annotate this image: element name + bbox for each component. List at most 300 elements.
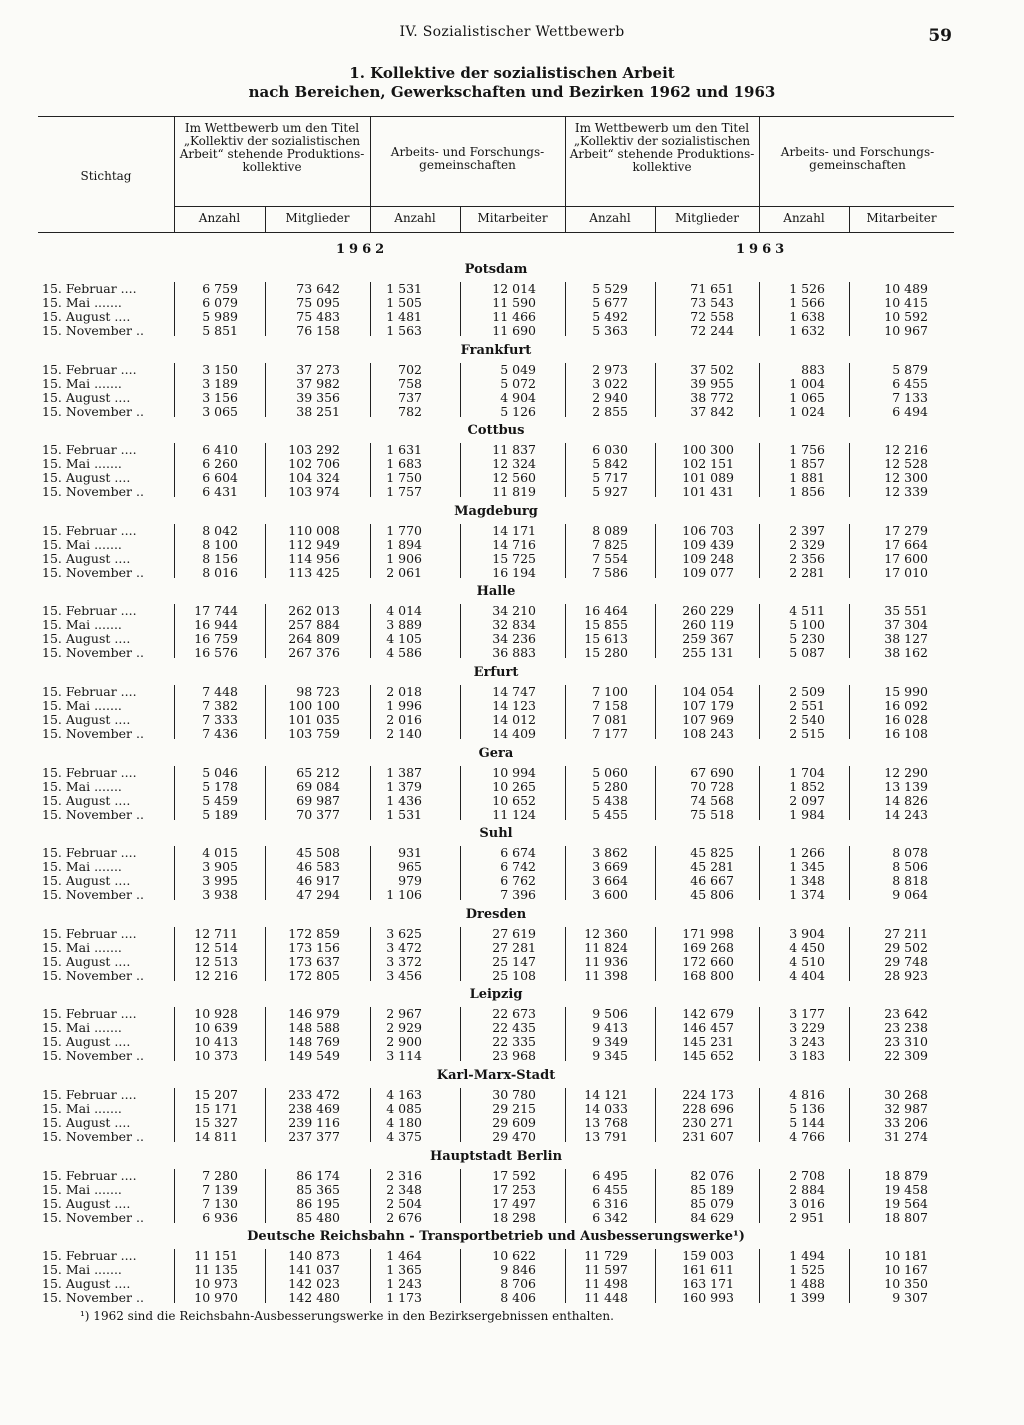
table-cell: 1 531 (386, 806, 422, 822)
table-cell: 145 652 (682, 1048, 734, 1064)
table-cell: 11 729 (584, 1248, 628, 1264)
table-cell: 102 151 (682, 456, 734, 472)
table-cell: 72 244 (690, 323, 734, 338)
table-cell: 3 177 (789, 1006, 825, 1022)
row-label: 15. November .. (42, 1209, 144, 1225)
table-cell: 2 397 (789, 522, 825, 538)
table-cell: 260 119 (682, 617, 734, 633)
table-cell: 14 826 (884, 792, 928, 808)
table-cell: 264 809 (288, 631, 340, 647)
table-cell: 1 004 (789, 375, 825, 391)
table-cell: 7 448 (202, 684, 238, 699)
table-cell: 5 717 (592, 470, 628, 486)
group-header-1963-research: Arbeits- und Forschungs-gemeinschaften (780, 145, 935, 172)
table-cell: 12 290 (884, 764, 928, 780)
table-cell: 11 135 (194, 1262, 238, 1278)
table-cell: 2 356 (789, 550, 825, 566)
table-cell: 14 033 (584, 1101, 628, 1116)
table-cell: 231 607 (682, 1129, 734, 1144)
table-cell: 2 708 (789, 1167, 825, 1183)
table-row (38, 794, 954, 808)
table-cell: 1 379 (386, 778, 422, 794)
table-title (0, 64, 1024, 102)
table-cell: 5 529 (592, 281, 628, 296)
table-row (38, 552, 954, 566)
table-cell: 1 894 (386, 536, 422, 552)
table-cell: 23 968 (492, 1048, 536, 1064)
table-cell: 2 951 (789, 1209, 825, 1225)
table-cell: 112 949 (288, 536, 340, 552)
table-cell: 11 690 (492, 323, 536, 338)
table-cell: 11 448 (584, 1290, 628, 1306)
table-cell: 38 162 (884, 645, 928, 661)
table-cell: 32 987 (884, 1101, 928, 1116)
table-cell: 101 035 (288, 712, 340, 727)
table-cell: 27 619 (492, 925, 536, 941)
table-cell: 12 360 (584, 925, 628, 941)
table-cell: 758 (398, 375, 422, 391)
table-cell: 8 156 (202, 550, 238, 566)
table-cell: 85 079 (690, 1195, 734, 1211)
table-row (38, 1021, 954, 1035)
table-row (38, 713, 954, 727)
table-cell: 10 415 (884, 295, 928, 310)
table-cell: 224 173 (682, 1087, 734, 1102)
table-cell: 2 018 (386, 684, 422, 699)
table-cell: 146 979 (288, 1006, 340, 1022)
table-row (38, 685, 954, 699)
table-cell: 5 677 (592, 295, 628, 310)
table-cell: 4 511 (789, 603, 825, 619)
table-cell: 2 940 (592, 389, 628, 405)
table-cell: 3 862 (592, 845, 628, 861)
group-header-1963-productions: Im Wettbewerb um den Titel „Kollektiv der sozialistischen Arbeit“ stehende Produktions-kollektive (569, 121, 755, 174)
table-cell: 31 274 (884, 1129, 928, 1144)
table-cell: 38 251 (296, 403, 340, 419)
year-label-1962: 1962 (336, 242, 389, 257)
table-cell: 6 674 (500, 845, 536, 861)
table-cell: 1 525 (789, 1262, 825, 1278)
table-cell: 4 014 (386, 603, 422, 619)
table-cell: 2 540 (789, 712, 825, 727)
table-cell: 1 770 (386, 522, 422, 538)
table-cell: 172 859 (288, 925, 340, 941)
table-cell: 1 563 (386, 323, 422, 338)
table-cell: 19 564 (884, 1195, 928, 1211)
row-label: 15. Mai ....... (42, 295, 122, 310)
row-label: 15. Mai ....... (42, 617, 122, 633)
row-label: 15. August .... (42, 792, 131, 808)
row-label: 15. Februar .... (42, 603, 137, 619)
table-cell: 19 458 (884, 1181, 928, 1197)
table-cell: 1 374 (789, 887, 825, 903)
table-cell: 14 171 (492, 522, 536, 538)
table-cell: 16 194 (492, 564, 536, 580)
row-label: 15. November .. (42, 887, 144, 903)
table-cell: 1 881 (789, 470, 825, 486)
table-cell: 10 970 (194, 1290, 238, 1306)
table-cell: 7 280 (202, 1167, 238, 1183)
table-cell: 37 273 (296, 361, 340, 377)
table-row (38, 1007, 954, 1021)
table-cell: 15 613 (584, 631, 628, 647)
table-row (38, 604, 954, 618)
table-cell: 12 711 (194, 925, 238, 941)
table-cell: 2 504 (386, 1195, 422, 1211)
table-cell: 75 483 (296, 309, 340, 324)
table-cell: 140 873 (288, 1248, 340, 1264)
table-cell: 2 281 (789, 564, 825, 580)
row-label: 15. Februar .... (42, 1167, 137, 1183)
table-row (38, 324, 954, 338)
table-cell: 4 180 (386, 1115, 422, 1130)
table-cell: 3 889 (386, 617, 422, 633)
row-label: 15. Februar .... (42, 281, 137, 296)
row-label: 15. November .. (42, 403, 144, 419)
table-cell: 30 780 (492, 1087, 536, 1102)
table-cell: 18 807 (884, 1209, 928, 1225)
table-cell: 1 638 (789, 309, 825, 324)
table-cell: 46 917 (296, 873, 340, 889)
table-cell: 3 625 (386, 925, 422, 941)
table-cell: 1 243 (386, 1276, 422, 1292)
table-cell: 10 928 (194, 1006, 238, 1022)
table-cell: 14 123 (492, 698, 536, 713)
table-cell: 74 568 (690, 792, 734, 808)
table-cell: 168 800 (682, 967, 734, 983)
table-cell: 1 857 (789, 456, 825, 472)
table-cell: 7 396 (500, 887, 536, 903)
table-cell: 2 676 (386, 1209, 422, 1225)
table-cell: 14 747 (492, 684, 536, 699)
table-cell: 98 723 (296, 684, 340, 699)
table-cell: 29 470 (492, 1129, 536, 1144)
subheader-mitarbeiter: Mitarbeiter (866, 211, 937, 225)
row-label: 15. Mai ....... (42, 698, 122, 713)
table-cell: 10 413 (194, 1034, 238, 1050)
table-cell: 13 791 (584, 1129, 628, 1144)
table-cell: 3 189 (202, 375, 238, 391)
table-cell: 1 024 (789, 403, 825, 419)
table-cell: 100 100 (288, 698, 340, 713)
table-cell: 17 010 (884, 564, 928, 580)
table-cell: 5 879 (892, 361, 928, 377)
table-cell: 5 087 (789, 645, 825, 661)
table-cell: 17 600 (884, 550, 928, 566)
row-label: 15. Mai ....... (42, 536, 122, 552)
table-cell: 38 772 (690, 389, 734, 405)
row-label: 15. Mai ....... (42, 859, 122, 875)
row-label: 15. August .... (42, 1115, 131, 1130)
table-cell: 4 510 (789, 953, 825, 969)
subheader-mitglieder: Mitglieder (675, 211, 739, 225)
table-cell: 239 116 (288, 1115, 340, 1130)
table-cell: 7 158 (592, 698, 628, 713)
table-cell: 5 178 (202, 778, 238, 794)
table-cell: 10 167 (884, 1262, 928, 1278)
table-cell: 11 124 (492, 806, 536, 822)
table-cell: 86 174 (296, 1167, 340, 1183)
table-cell: 3 938 (202, 887, 238, 903)
table-cell: 1 984 (789, 806, 825, 822)
table-cell: 14 716 (492, 536, 536, 552)
table-cell: 13 768 (584, 1115, 628, 1130)
row-label: 15. August .... (42, 1195, 131, 1211)
table-row (38, 646, 954, 660)
table-row (38, 632, 954, 646)
table-cell: 2 551 (789, 698, 825, 713)
table-cell: 148 588 (288, 1020, 340, 1036)
table-cell: 16 576 (194, 645, 238, 661)
footnote: ¹) 1962 sind die Reichsbahn-Ausbesserungswerke in den Bezirksergebnissen enthalten. (80, 1309, 614, 1323)
table-cell: 11 837 (492, 442, 536, 458)
table-cell: 1 464 (386, 1248, 422, 1264)
table-cell: 7 382 (202, 698, 238, 713)
table-cell: 84 629 (690, 1209, 734, 1225)
table-cell: 5 492 (592, 309, 628, 324)
table-cell: 3 183 (789, 1048, 825, 1064)
table-row (38, 1169, 954, 1183)
table-cell: 22 673 (492, 1006, 536, 1022)
table-cell: 2 329 (789, 536, 825, 552)
table-cell: 104 324 (288, 470, 340, 486)
year-label-1963: 1963 (736, 242, 789, 257)
table-cell: 1 756 (789, 442, 825, 458)
table-cell: 6 495 (592, 1167, 628, 1183)
group-header-1962-research: Arbeits- und Forschungs-gemeinschaften (390, 145, 545, 172)
table-cell: 3 669 (592, 859, 628, 875)
table-cell: 28 923 (884, 967, 928, 983)
table-cell: 109 077 (682, 564, 734, 580)
table-cell: 14 012 (492, 712, 536, 727)
row-label: 15. Februar .... (42, 925, 137, 941)
row-label: 15. Februar .... (42, 1248, 137, 1264)
table-cell: 8 078 (892, 845, 928, 861)
table-cell: 6 410 (202, 442, 238, 458)
table-cell: 76 158 (296, 323, 340, 338)
table-cell: 1 631 (386, 442, 422, 458)
table-row (38, 1291, 954, 1305)
table-cell: 16 028 (884, 712, 928, 727)
table-cell: 12 216 (884, 442, 928, 458)
table-cell: 141 037 (288, 1262, 340, 1278)
row-label: 15. Mai ....... (42, 375, 122, 391)
table-cell: 23 238 (884, 1020, 928, 1036)
row-label: 15. Mai ....... (42, 778, 122, 794)
table-cell: 11 498 (584, 1276, 628, 1292)
table-cell: 142 023 (288, 1276, 340, 1292)
row-label: 15. November .. (42, 564, 144, 580)
table-cell: 6 030 (592, 442, 628, 458)
table-cell: 262 013 (288, 603, 340, 619)
region-heading: Gera (478, 745, 514, 761)
table-row (38, 1277, 954, 1291)
table-cell: 72 558 (690, 309, 734, 324)
table-cell: 16 108 (884, 726, 928, 741)
table-cell: 4 375 (386, 1129, 422, 1144)
table-cell: 6 936 (202, 1209, 238, 1225)
table-cell: 2 140 (386, 726, 422, 741)
table-cell: 1 526 (789, 281, 825, 296)
table-cell: 103 974 (288, 484, 340, 500)
row-label: 15. November .. (42, 726, 144, 741)
row-label: 15. November .. (42, 1048, 144, 1064)
table-cell: 146 457 (682, 1020, 734, 1036)
table-cell: 11 597 (584, 1262, 628, 1278)
table-cell: 10 489 (884, 281, 928, 296)
table-cell: 5 842 (592, 456, 628, 472)
table-cell: 2 973 (592, 361, 628, 377)
table-cell: 4 766 (789, 1129, 825, 1144)
table-cell: 7 133 (892, 389, 928, 405)
table-cell: 8 016 (202, 564, 238, 580)
region-heading: Suhl (479, 826, 513, 842)
table-cell: 33 206 (884, 1115, 928, 1130)
row-label: 15. November .. (42, 484, 144, 500)
table-row (38, 1263, 954, 1277)
table-cell: 109 248 (682, 550, 734, 566)
table-cell: 27 211 (884, 925, 928, 941)
table-cell: 5 230 (789, 631, 825, 647)
table-cell: 18 298 (492, 1209, 536, 1225)
table-cell: 1 750 (386, 470, 422, 486)
table-cell: 931 (398, 845, 422, 861)
table-cell: 29 609 (492, 1115, 536, 1130)
table-cell: 737 (398, 389, 422, 405)
region-heading: Karl-Marx-Stadt (436, 1068, 556, 1083)
table-cell: 3 016 (789, 1195, 825, 1211)
table-cell: 1 996 (386, 698, 422, 713)
table-cell: 6 316 (592, 1195, 628, 1211)
table-cell: 10 973 (194, 1276, 238, 1292)
table-cell: 108 243 (682, 726, 734, 741)
table-cell: 14 243 (884, 806, 928, 822)
table-cell: 17 253 (492, 1181, 536, 1197)
table-row (38, 1102, 954, 1116)
table-cell: 5 438 (592, 792, 628, 808)
region-heading: Deutsche Reichsbahn - Transportbetrieb und Ausbesserungswerke¹) (247, 1229, 745, 1245)
table-cell: 16 092 (884, 698, 928, 713)
table-cell: 5 989 (202, 309, 238, 324)
table-cell: 4 404 (789, 967, 825, 983)
region-heading: Hauptstadt Berlin (429, 1148, 563, 1164)
table-cell: 3 229 (789, 1020, 825, 1036)
table-cell: 13 139 (884, 778, 928, 794)
table-cell: 85 189 (690, 1181, 734, 1197)
table-cell: 3 114 (386, 1048, 422, 1064)
table-cell: 11 824 (584, 939, 628, 955)
table-cell: 8 042 (202, 522, 238, 538)
table-cell: 3 904 (789, 925, 825, 941)
region-heading: Magdeburg (454, 503, 538, 519)
table-cell: 3 456 (386, 967, 422, 983)
table-cell: 67 690 (690, 764, 734, 780)
table-cell: 45 281 (690, 859, 734, 875)
table-cell: 2 900 (386, 1034, 422, 1050)
table-cell: 69 084 (296, 778, 340, 794)
table-cell: 1 531 (386, 281, 422, 296)
table-cell: 18 879 (884, 1167, 928, 1183)
table-cell: 100 300 (682, 442, 734, 458)
table-cell: 8 100 (202, 536, 238, 552)
table-cell: 10 265 (492, 778, 536, 794)
table-cell: 15 280 (584, 645, 628, 661)
row-label: 15. November .. (42, 1290, 144, 1306)
table-cell: 3 995 (202, 873, 238, 889)
table-row (38, 1249, 954, 1263)
table-cell: 11 590 (492, 295, 536, 310)
table-cell: 7 177 (592, 726, 628, 741)
table-cell: 142 679 (682, 1006, 734, 1022)
group-header-1962-productions: Im Wettbewerb um den Titel „Kollektiv der sozialistischen Arbeit“ stehende Produktions-kollektive (179, 121, 365, 174)
table-cell: 102 706 (288, 456, 340, 472)
table-cell: 106 703 (682, 522, 734, 538)
table-cell: 3 150 (202, 361, 238, 377)
table-row (38, 699, 954, 713)
table-cell: 255 131 (682, 645, 734, 661)
table-cell: 10 652 (492, 792, 536, 808)
table-cell: 27 281 (492, 939, 536, 955)
table-cell: 1 065 (789, 389, 825, 405)
table-cell: 1 488 (789, 1276, 825, 1292)
table-cell: 3 372 (386, 953, 422, 969)
row-label: 15. Februar .... (42, 684, 137, 699)
table-cell: 37 304 (884, 617, 928, 633)
table-cell: 11 151 (194, 1248, 238, 1264)
table-cell: 29 215 (492, 1101, 536, 1116)
table-cell: 23 310 (884, 1034, 928, 1050)
table-cell: 5 455 (592, 806, 628, 822)
table-cell: 3 905 (202, 859, 238, 875)
table-cell: 1 399 (789, 1290, 825, 1306)
table-cell: 230 271 (682, 1115, 734, 1130)
table-cell: 5 280 (592, 778, 628, 794)
table-cell: 8 706 (500, 1276, 536, 1292)
table-cell: 107 179 (682, 698, 734, 713)
table-cell: 17 279 (884, 522, 928, 538)
row-label: 15. Februar .... (42, 442, 137, 458)
table-cell: 47 294 (296, 887, 340, 903)
table-cell: 10 994 (492, 764, 536, 780)
table-cell: 6 079 (202, 295, 238, 310)
table-cell: 2 515 (789, 726, 825, 741)
table-cell: 38 127 (884, 631, 928, 647)
row-label: 15. Mai ....... (42, 1020, 122, 1036)
table-cell: 4 105 (386, 631, 422, 647)
table-cell: 14 121 (584, 1087, 628, 1102)
table-cell: 12 528 (884, 456, 928, 472)
table-row (38, 296, 954, 310)
table-cell: 6 455 (592, 1181, 628, 1197)
table-cell: 965 (398, 859, 422, 875)
table-cell: 11 936 (584, 953, 628, 969)
subheader-anzahl: Anzahl (783, 211, 825, 225)
table-cell: 39 955 (690, 375, 734, 391)
table-cell: 7 333 (202, 712, 238, 727)
table-cell: 169 268 (682, 939, 734, 955)
table-row (38, 282, 954, 296)
table-cell: 107 969 (682, 712, 734, 727)
table-cell: 5 144 (789, 1115, 825, 1130)
table-cell: 12 560 (492, 470, 536, 486)
table-cell: 15 990 (884, 684, 928, 699)
table-cell: 70 728 (690, 778, 734, 794)
table-cell: 1 856 (789, 484, 825, 500)
table-cell: 34 236 (492, 631, 536, 647)
table-cell: 3 600 (592, 887, 628, 903)
table-row (38, 391, 954, 405)
table-cell: 2 348 (386, 1181, 422, 1197)
